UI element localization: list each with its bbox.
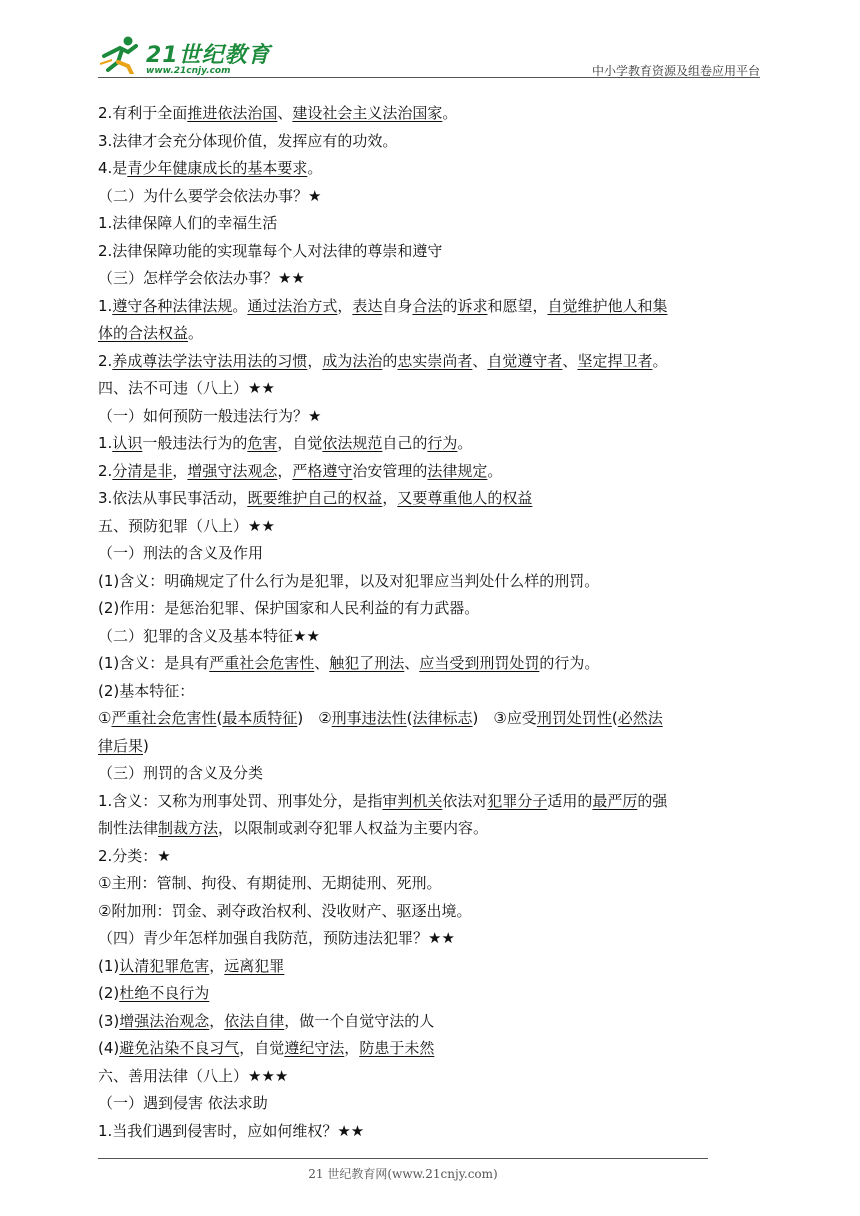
footer-text[interactable]: 21 世纪教育网(www.21cnjy.com): [308, 1167, 498, 1181]
text-segment: 、: [562, 351, 578, 370]
text-segment: (1)含义：是具有: [98, 654, 210, 672]
text-line: [98, 568, 768, 596]
text-segment: ，: [307, 351, 323, 370]
text-segment: (: [406, 709, 413, 727]
text-line: [98, 678, 768, 706]
key-phrase: 审判机关: [382, 791, 443, 810]
text-segment: ，自觉: [239, 1039, 285, 1057]
key-phrase: 最本质特征: [222, 709, 298, 727]
text-line: [98, 238, 768, 266]
text-line: [98, 953, 768, 981]
text-line: [98, 320, 768, 348]
text-segment: 2.分类：★: [98, 846, 171, 865]
key-phrase: 应当受到刑罚处罚: [419, 654, 540, 672]
text-segment: 。: [487, 461, 503, 480]
text-segment: ，以限制或剥夺犯罪人权益为主要内容。: [218, 819, 489, 837]
text-line: [98, 485, 768, 513]
text-segment: 。: [232, 296, 248, 315]
key-phrase: 遵纪守法: [284, 1039, 345, 1057]
text-segment: (3): [98, 1011, 120, 1030]
text-segment: 、: [472, 351, 488, 370]
key-phrase: 增强法治观念: [119, 1011, 210, 1030]
text-line: [98, 898, 768, 926]
key-phrase: 防患于未然: [359, 1039, 435, 1057]
key-phrase: 刑事违法性: [331, 709, 407, 727]
key-phrase: 坚定捍卫者: [577, 351, 653, 370]
text-segment: 、: [404, 654, 420, 672]
site-logo[interactable]: [98, 30, 298, 80]
key-phrase: 犯罪分子: [487, 791, 548, 810]
text-segment: ) ③应受: [472, 709, 537, 727]
text-segment: ，: [382, 489, 398, 507]
key-phrase: 刑罚处罚性: [536, 709, 612, 727]
text-segment: 2.有利于全面: [98, 104, 188, 122]
text-segment: 、: [277, 104, 293, 122]
key-phrase: 诉求: [457, 296, 488, 315]
key-phrase: 严格遵守: [292, 461, 353, 480]
text-segment: （三）刑罚的含义及分类: [98, 764, 264, 782]
key-phrase: 增强守法观念: [187, 461, 278, 480]
text-segment: 自身: [382, 296, 413, 315]
text-line: [98, 980, 768, 1008]
logo-url: www.21cnjy.com: [146, 66, 231, 76]
text-line: [98, 210, 768, 238]
text-segment: ，: [337, 296, 353, 315]
text-segment: (: [216, 709, 223, 727]
text-segment: (2)作用：是惩治犯罪、保护国家和人民利益的有力武器。: [98, 599, 480, 617]
text-line: [98, 815, 768, 843]
text-segment: （二）犯罪的含义及基本特征★★: [98, 626, 320, 645]
text-line: [98, 733, 768, 761]
key-phrase: 分清是非: [112, 461, 173, 480]
key-phrase: 行为: [427, 434, 458, 452]
text-segment: 治安管理的: [352, 461, 428, 480]
key-phrase: 依法规范: [322, 434, 383, 452]
text-segment: 3.依法从事民事活动，: [98, 489, 248, 507]
text-line: [98, 403, 768, 431]
text-segment: 的: [442, 296, 458, 315]
text-segment: (: [611, 709, 618, 727]
text-segment: 1.: [98, 296, 113, 315]
text-segment: 3.法律才会充分体现价值，发挥应有的功效。: [98, 131, 398, 150]
text-segment: 2.: [98, 461, 113, 480]
text-line: [98, 100, 768, 128]
key-phrase: 青少年健康成长的基本要求: [127, 159, 308, 177]
text-segment: ，: [277, 461, 293, 480]
key-phrase: 既要维护自己的权益: [247, 489, 383, 507]
text-line: [98, 1063, 768, 1091]
text-line: [98, 650, 768, 678]
key-phrase: 法律规定: [427, 461, 488, 480]
text-segment: 4.是: [98, 159, 128, 177]
text-segment: 。: [188, 324, 204, 342]
text-segment: （二）为什么要学会依法办事？★: [98, 186, 322, 205]
key-phrase: 建设社会主义法治国家: [292, 104, 443, 122]
text-segment: （一）刑法的含义及作用: [98, 544, 264, 562]
text-segment: 1.当我们遇到侵害时，应如何维权？★★: [98, 1121, 365, 1140]
text-line: [98, 293, 768, 321]
text-segment: 依法对: [442, 791, 488, 810]
text-line: [98, 1008, 768, 1036]
page-header: [98, 30, 760, 80]
key-phrase: 认清犯罪危害: [119, 956, 210, 975]
key-phrase: 避免沾染不良习气: [119, 1039, 240, 1057]
text-line: [98, 540, 768, 568]
text-segment: ，自觉: [277, 434, 323, 452]
text-segment: （一）如何预防一般违法行为？★: [98, 406, 322, 425]
key-phrase: 通过法治方式: [247, 296, 338, 315]
text-segment: 。: [652, 351, 668, 370]
text-segment: (4): [98, 1039, 120, 1057]
key-phrase: 最严厉: [592, 791, 638, 810]
text-segment: （四）青少年怎样加强自我防范，预防违法犯罪？★★: [98, 929, 455, 947]
text-segment: ) ②: [297, 709, 332, 727]
key-phrase: 必然法: [617, 709, 663, 727]
text-line: [98, 265, 768, 293]
logo-text: 21世纪教育: [146, 43, 271, 68]
key-phrase: 律后果: [98, 736, 144, 755]
text-line: [98, 1090, 768, 1118]
key-phrase: 合法: [412, 296, 443, 315]
key-phrase: 杜绝不良行为: [119, 984, 210, 1002]
text-segment: （一）遇到侵害 依法求助: [98, 1094, 268, 1112]
platform-title: 中小学教育资源及组卷应用平台: [591, 64, 760, 78]
text-line: [98, 155, 768, 183]
text-segment: 的: [382, 351, 398, 370]
text-segment: 适用的: [547, 791, 593, 810]
text-segment: （三）怎样学会依法办事？★★: [98, 269, 305, 287]
text-segment: (1): [98, 956, 120, 975]
key-phrase: 体的合法权益: [98, 324, 189, 342]
text-line: [98, 348, 768, 376]
key-phrase: 自觉遵守者: [487, 351, 563, 370]
text-line: [98, 788, 768, 816]
page-footer: [98, 1158, 708, 1181]
text-segment: 的行为。: [539, 654, 600, 672]
text-segment: ①主刑：管制、拘役、有期徒刑、无期徒刑、死刑。: [98, 874, 442, 892]
text-line: [98, 513, 768, 541]
key-phrase: 养成尊法学法守法用法的习惯: [112, 351, 308, 370]
text-segment: 一般违法行为的: [142, 434, 248, 452]
text-line: [98, 1118, 768, 1146]
key-phrase: 制裁方法: [158, 819, 219, 837]
key-phrase: 严重社会危害性: [209, 654, 315, 672]
text-line: [98, 128, 768, 156]
key-phrase: 自觉维护他人和集: [547, 296, 668, 315]
text-segment: 1.法律保障人们的幸福生活: [98, 214, 278, 232]
text-segment: 五、预防犯罪（八上）★★: [98, 516, 275, 535]
text-line: [98, 870, 768, 898]
text-segment: ，: [209, 956, 225, 975]
text-segment: (1)含义：明确规定了什么行为是犯罪，以及对犯罪应当判处什么样的刑罚。: [98, 571, 600, 590]
text-segment: 四、法不可违（八上）★★: [98, 379, 275, 397]
text-segment: ，: [209, 1011, 225, 1030]
key-phrase: 表达: [352, 296, 383, 315]
text-segment: ，: [172, 461, 188, 480]
document-body: [98, 100, 768, 1145]
key-phrase: 触犯了刑法: [329, 654, 405, 672]
text-segment: 1.: [98, 434, 113, 452]
text-segment: ②附加刑：罚金、剥夺政治权利、没收财产、驱逐出境。: [98, 901, 472, 920]
text-segment: 制性法律: [98, 819, 159, 837]
key-phrase: 认识: [112, 434, 143, 452]
text-line: [98, 595, 768, 623]
header-divider: [98, 77, 760, 78]
key-phrase: 远离犯罪: [224, 956, 285, 975]
text-segment: (2): [98, 984, 120, 1002]
text-segment: 六、善用法律（八上）★★★: [98, 1066, 289, 1085]
text-line: [98, 760, 768, 788]
key-phrase: 忠实崇尚者: [397, 351, 473, 370]
text-segment: ①: [98, 709, 112, 727]
text-segment: 的强: [637, 791, 668, 810]
text-segment: ，做一个自觉守法的人: [284, 1011, 435, 1030]
text-line: [98, 705, 768, 733]
text-segment: 和愿望，: [487, 296, 548, 315]
key-phrase: 成为法治: [322, 351, 383, 370]
text-segment: 自己的: [382, 434, 428, 452]
text-line: [98, 843, 768, 871]
text-segment: (2)基本特征：: [98, 681, 195, 700]
key-phrase: 又要尊重他人的权益: [397, 489, 533, 507]
text-segment: 。: [457, 434, 473, 452]
text-line: [98, 1035, 768, 1063]
key-phrase: 遵守各种法律法规: [112, 296, 233, 315]
text-segment: 2.法律保障功能的实现靠每个人对法律的尊崇和遵守: [98, 241, 443, 260]
text-segment: 、: [314, 654, 330, 672]
text-segment: 2.: [98, 351, 113, 370]
text-segment: ): [143, 736, 149, 755]
text-line: [98, 623, 768, 651]
text-line: [98, 183, 768, 211]
text-segment: 。: [442, 104, 458, 122]
runner-logo-icon: [98, 34, 144, 74]
text-line: [98, 375, 768, 403]
text-segment: 1.含义：又称为刑事处罚、刑事处分，是指: [98, 791, 383, 810]
key-phrase: 严重社会危害性: [111, 709, 217, 727]
text-line: [98, 458, 768, 486]
text-line: [98, 430, 768, 458]
key-phrase: 危害: [247, 434, 278, 452]
text-line: [98, 925, 768, 953]
key-phrase: 推进依法治国: [187, 104, 278, 122]
key-phrase: 法律标志: [412, 709, 473, 727]
text-segment: ，: [344, 1039, 360, 1057]
key-phrase: 依法自律: [224, 1011, 285, 1030]
text-segment: 。: [307, 159, 323, 177]
